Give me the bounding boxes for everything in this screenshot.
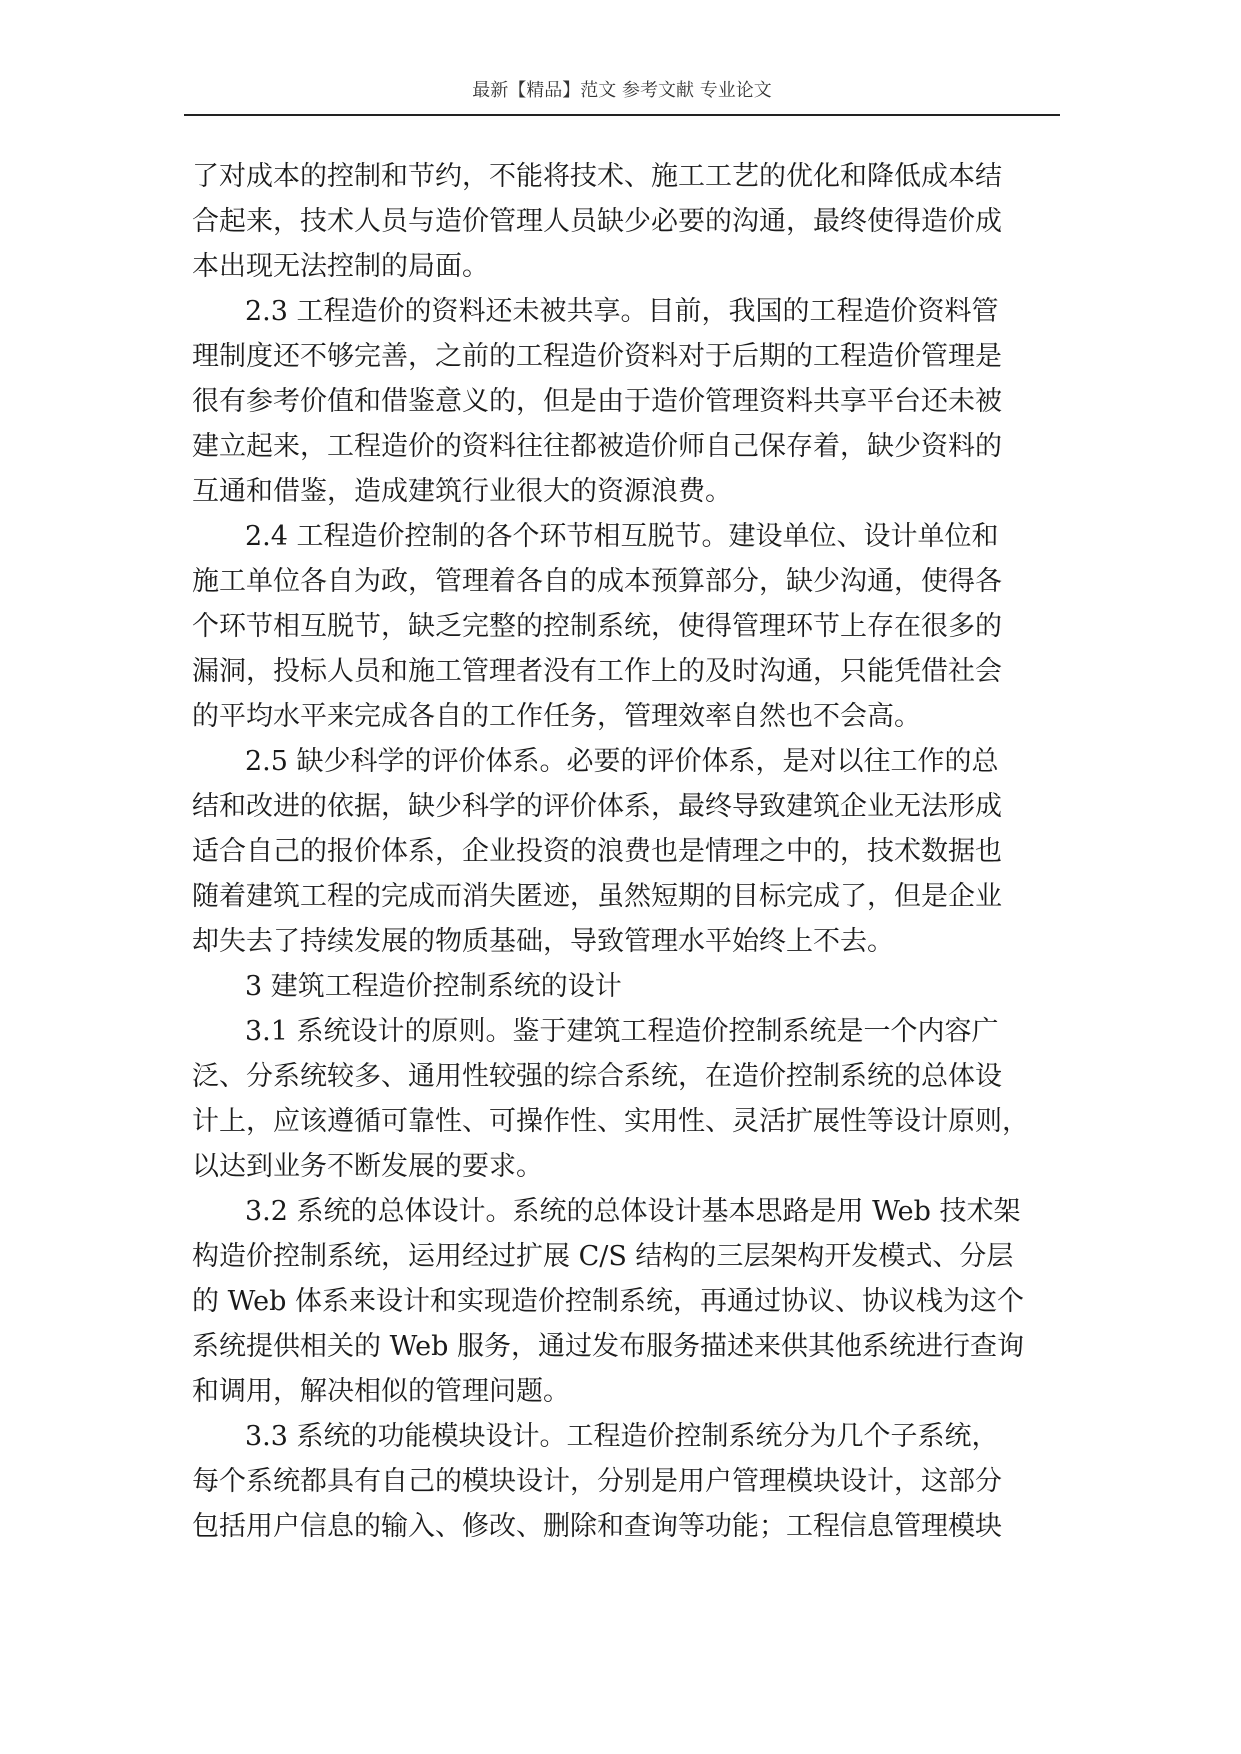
text-line: 3.1 系统设计的原则。鉴于建筑工程造价控制系统是一个内容广 — [245, 1016, 999, 1047]
text-line: 适合自己的报价体系，企业投资的浪费也是情理之中的，技术数据也 — [192, 836, 1002, 867]
text-line: 结和改进的依据，缺少科学的评价体系，最终导致建筑企业无法形成 — [192, 791, 1002, 822]
body-text — [192, 154, 1068, 1549]
text-line: 很有参考价值和借鉴意义的，但是由于造价管理资料共享平台还未被 — [192, 386, 1002, 417]
text-line: 计上，应该遵循可靠性、可操作性、实用性、灵活扩展性等设计原则， — [192, 1106, 1029, 1137]
text-line: 理制度还不够完善，之前的工程造价资料对于后期的工程造价管理是 — [192, 341, 1002, 372]
text-line: 泛、分系统较多、通用性较强的综合系统，在造价控制系统的总体设 — [192, 1061, 1002, 1092]
text-line: 的 Web 体系来设计和实现造价控制系统，再通过协议、协议栈为这个 — [192, 1286, 1024, 1317]
text-line: 随着建筑工程的完成而消失匿迹，虽然短期的目标完成了，但是企业 — [192, 881, 1002, 912]
header-divider — [184, 114, 1060, 116]
text-line: 构造价控制系统，运用经过扩展 C/S 结构的三层架构开发模式、分层 — [192, 1241, 1014, 1272]
text-line: 3 建筑工程造价控制系统的设计 — [245, 971, 622, 1002]
text-line: 个环节相互脱节，缺乏完整的控制系统，使得管理环节上存在很多的 — [192, 611, 1002, 642]
text-line: 系统提供相关的 Web 服务，通过发布服务描述来供其他系统进行查询 — [192, 1331, 1024, 1362]
text-line: 2.5 缺少科学的评价体系。必要的评价体系，是对以往工作的总 — [245, 746, 999, 777]
text-line: 以达到业务不断发展的要求。 — [192, 1151, 543, 1182]
text-line: 漏洞，投标人员和施工管理者没有工作上的及时沟通，只能凭借社会 — [192, 656, 1002, 687]
text-line: 的平均水平来完成各自的工作任务，管理效率自然也不会高。 — [192, 701, 921, 732]
text-line: 却失去了持续发展的物质基础，导致管理水平始终上不去。 — [192, 926, 894, 957]
text-line: 了对成本的控制和节约，不能将技术、施工工艺的优化和降低成本结 — [192, 161, 1002, 192]
text-line: 3.2 系统的总体设计。系统的总体设计基本思路是用 Web 技术架 — [245, 1196, 1021, 1227]
text-line: 施工单位各自为政，管理着各自的成本预算部分，缺少沟通，使得各 — [192, 566, 1002, 597]
text-line: 本出现无法控制的局面。 — [192, 251, 489, 282]
text-line: 合起来，技术人员与造价管理人员缺少必要的沟通，最终使得造价成 — [192, 206, 1002, 237]
text-line: 包括用户信息的输入、修改、删除和查询等功能；工程信息管理模块 — [192, 1511, 1002, 1542]
text-line: 和调用，解决相似的管理问题。 — [192, 1376, 570, 1407]
text-line: 2.3 工程造价的资料还未被共享。目前，我国的工程造价资料管 — [245, 296, 999, 327]
text-line: 建立起来，工程造价的资料往往都被造价师自己保存着，缺少资料的 — [192, 431, 1002, 462]
text-line: 2.4 工程造价控制的各个环节相互脱节。建设单位、设计单位和 — [245, 521, 999, 552]
page-header: 最新【精品】范文 参考文献 专业论文 — [472, 80, 772, 101]
text-line: 每个系统都具有自己的模块设计，分别是用户管理模块设计，这部分 — [192, 1466, 1002, 1497]
text-line: 互通和借鉴，造成建筑行业很大的资源浪费。 — [192, 476, 732, 507]
text-line: 3.3 系统的功能模块设计。工程造价控制系统分为几个子系统， — [245, 1421, 999, 1452]
